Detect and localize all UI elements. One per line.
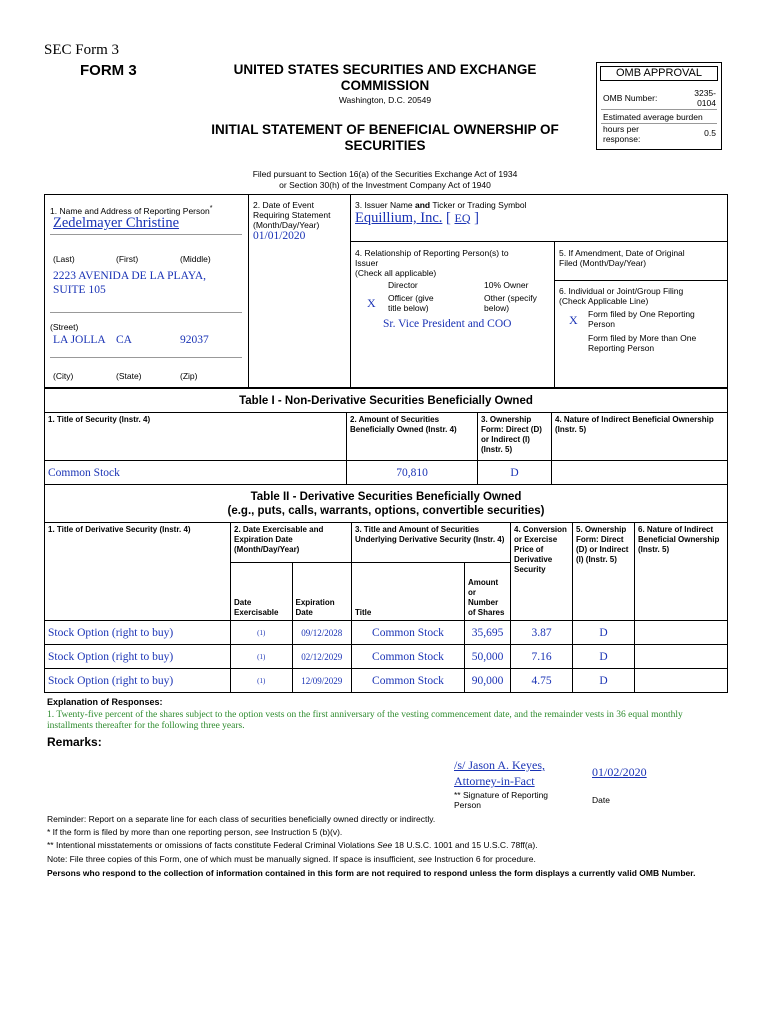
sec-form-label: SEC Form 3 [44,42,120,58]
table2-subheader-title: Title [352,563,465,621]
t1-nature [552,461,728,485]
t2-form: D [573,645,635,669]
footer-note-copies: Note: File three copies of this Form, one of which must be manually signed. If space is insufficient, see Instruction 6 for procedure. [47,854,536,864]
t2-underlying-title: Common Stock [352,645,465,669]
footer-note-multiple: * If the form is filed by more than one reporting person, see Instruction 5 (b)(v). [47,827,343,837]
box5-label: 5. If Amendment, Date of Original Filed (Month/Day/Year) [559,248,685,268]
officer-check-mark: X [367,296,376,310]
table-row [45,461,728,485]
t1-form: D [478,461,552,485]
more-reporting-persons-option: Form filed by More than One Reporting Person [588,333,697,353]
t2-form: D [573,669,635,693]
omb-hours-value: 0.5 [704,128,716,138]
t2-form: D [573,621,635,645]
table2-header-dates: 2. Date Exercisable and Expiration Date (Month/Day/Year) [231,523,352,563]
omb-number-label: OMB Number: [603,93,658,103]
table1-title: Table I - Non-Derivative Securities Beneficially Owned [45,389,728,413]
table2-subheader-expiration: Expiration Date [292,563,351,621]
table2-header-title: 1. Title of Derivative Security (Instr. 4) [45,523,231,621]
omb-title: OMB APPROVAL [600,66,718,81]
city-label: (City) [53,371,74,381]
t2-date-exercisable-footnote[interactable]: (1) [231,645,293,669]
table2-header-underlying: 3. Title and Amount of Securities Underlying Derivative Security (Instr. 4) [352,523,511,563]
statement-title: INITIAL STATEMENT OF BENEFICIAL OWNERSHIP OF SECURITIES [211,122,559,153]
table2-header-nature: 6. Nature of Indirect Beneficial Ownership (Instr. 5) [635,523,728,621]
explanation-label: Explanation of Responses: [47,697,163,707]
signature-label: ** Signature of Reporting Person [454,790,549,810]
omb-hours-label: hours per response: [603,124,641,144]
footer-reminder: Reminder: Report on a separate line for each class of securities beneficially owned directly or indirectly. [47,814,436,824]
director-option: Director [388,280,418,290]
t2-price: 7.16 [511,645,573,669]
t2-derivative-title: Stock Option (right to buy) [45,621,231,645]
one-person-check-mark: X [569,313,578,327]
agency-name: UNITED STATES SECURITIES AND EXCHANGE COMMISSION [233,62,537,93]
table-row [45,669,728,693]
middle-label: (Middle) [180,254,211,264]
officer-option: Officer (give title below) [388,293,434,313]
box3-label: 3. Issuer Name and Ticker or Trading Symbol [355,200,527,210]
t2-date-exercisable-footnote[interactable]: (1) [231,621,293,645]
t2-amount: 50,000 [465,645,511,669]
t2-derivative-title: Stock Option (right to buy) [45,645,231,669]
t2-nature [635,669,728,693]
t2-expiration: 12/09/2029 [292,669,351,693]
t2-nature [635,645,728,669]
omb-burden-label: Estimated average burden [603,112,703,122]
t1-amount: 70,810 [347,461,478,485]
other-option: Other (specify below) [484,293,537,313]
table-row [45,645,728,669]
zip-label: (Zip) [180,371,198,381]
last-label: (Last) [53,254,75,264]
issuer-name-link[interactable]: Equillium, Inc. [355,210,443,226]
box6-label: 6. Individual or Joint/Group Filing (Check Applicable Line) [559,286,684,306]
state-label: (State) [116,371,142,381]
t2-amount: 35,695 [465,621,511,645]
remarks-label: Remarks: [47,735,102,749]
issuer-line: Equillium, Inc. [ EQ ] [355,210,479,226]
filed-pursuant: Filed pursuant to Section 16(a) of the Securities Exchange Act of 1934 or Section 30(h) of the Investment Company Act of 1940 [252,169,518,190]
box1-label: 1. Name and Address of Reporting Person* [50,204,213,216]
t2-derivative-title: Stock Option (right to buy) [45,669,231,693]
box4-label: 4. Relationship of Reporting Person(s) to Issuer (Check all applicable) [355,248,509,278]
city-value: LA JOLLA [53,334,106,346]
table2-header-price: 4. Conversion or Exercise Price of Derivative Security [511,523,573,621]
reporting-person-name[interactable]: Zedelmayer Christine [53,215,180,231]
table1-header-nature: 4. Nature of Indirect Beneficial Ownership (Instr. 5) [552,413,728,461]
t2-amount: 90,000 [465,669,511,693]
signature-date: 01/02/2020 [592,765,647,779]
agency-location: Washington, D.C. 20549 [338,95,432,105]
omb-approval-box [596,62,722,150]
address: 2223 AVENIDA DE LA PLAYA, SUITE 105 [53,270,207,296]
table1-header-form: 3. Ownership Form: Direct (D) or Indirect (I) (Instr. 5) [478,413,552,461]
state-value: CA [116,334,132,346]
t2-price: 4.75 [511,669,573,693]
t2-date-exercisable-footnote[interactable]: (1) [231,669,293,693]
table2-subheader-date-exercisable: Date Exercisable [231,563,293,621]
table-non-derivative [44,388,728,485]
t2-underlying-title: Common Stock [352,621,465,645]
street-label: (Street) [50,322,79,332]
signature: /s/ Jason A. Keyes, Attorney-in-Fact [454,758,545,788]
box2-label: 2. Date of Event Requiring Statement (Month/Day/Year) [253,200,331,230]
t2-expiration: 09/12/2028 [292,621,351,645]
footer-omb-notice: Persons who respond to the collection of information contained in this form are not required to respond unless the form displays a currently valid OMB Number. [47,868,696,878]
date-label: Date [592,795,610,805]
table2-title: Table II - Derivative Securities Beneficially Owned (e.g., puts, calls, warrants, options, convertible securities) [45,485,728,523]
table-row [45,621,728,645]
footnote-1: 1. Twenty-five percent of the shares subject to the option vests on the first anniversary of the vesting commencement date, and the remainder vests in 36 equal monthly installments thereafter for the following three years. [47,710,683,731]
t2-nature [635,621,728,645]
zip-value: 92037 [180,334,209,346]
table2-subheader-amount: Amount or Number of Shares [465,563,511,621]
first-label: (First) [116,254,139,264]
footer-note-violations: ** Intentional misstatements or omissions of facts constitute Federal Criminal Violations See 18 U.S.C. 1001 and 15 U.S.C. 78ff(a). [47,840,538,850]
t2-underlying-title: Common Stock [352,669,465,693]
date-of-event: 01/01/2020 [253,230,306,242]
table-derivative [44,484,728,693]
t1-security-title: Common Stock [45,461,347,485]
t2-expiration: 02/12/2029 [292,645,351,669]
form-title: FORM 3 [80,62,137,79]
table1-header-amount: 2. Amount of Securities Beneficially Owned (Instr. 4) [347,413,478,461]
omb-number-value: 3235-0104 [694,88,716,108]
one-reporting-person-option: Form filed by One Reporting Person [588,309,695,329]
ten-percent-owner-option: 10% Owner [484,280,529,290]
ticker-link[interactable]: EQ [454,211,471,225]
t2-price: 3.87 [511,621,573,645]
officer-title: Sr. Vice President and COO [383,318,512,330]
table2-header-form: 5. Ownership Form: Direct (D) or Indirect (I) (Instr. 5) [573,523,635,621]
table1-header-title: 1. Title of Security (Instr. 4) [45,413,347,461]
